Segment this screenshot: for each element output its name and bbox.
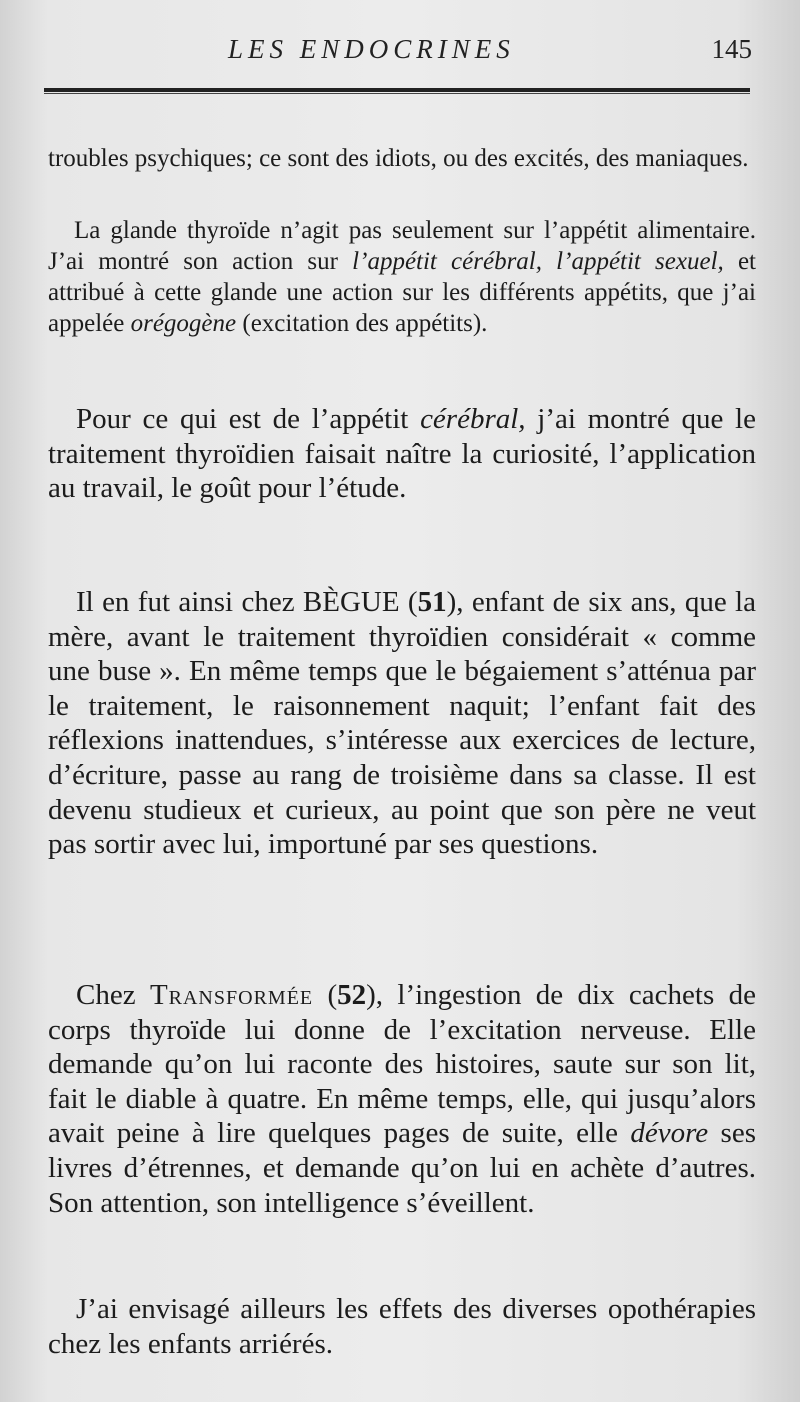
paragraph-2-part-e: (excitation des appétits). (236, 310, 488, 337)
paragraph-3-italic-cerebral: cérébral, (420, 403, 526, 435)
paragraph-4-part-c: ), enfant de six ans, que la mère, avant le traitement thyroïdien considérait « comme une buse ». En même temps que le bégaiement s’atténua par le traitement, le raisonnement naquit; l’enfant fait des réflexions inattendues, s’intéresse aux exercices de lecture, d’écriture, passe au rang de troisième dans sa classe. Il est devenu studieux et curieux, au point que son père ne veut pas sortir avec lui, importuné par ses questions. (48, 586, 756, 861)
patient-name-transformee: Transformée (149, 979, 314, 1011)
paragraph-case-begue (48, 585, 756, 862)
paragraph-2-part-a: La glande thyroïde n’agit pas seulement sur l’appétit alimentaire. J’ai montré son action sur (48, 217, 756, 275)
case-number-51: 51 (417, 586, 447, 618)
paragraph-5-part-a: Chez (76, 979, 150, 1011)
paragraph-continuation (48, 143, 756, 174)
paragraph-opotherapies (48, 1292, 756, 1361)
paragraph-5-italic-devore: dévore (630, 1117, 709, 1150)
paragraph-1-text: troubles psychiques; ce sont des idiots, ou des excités, des maniaques. (48, 145, 749, 172)
page-number: 145 (711, 34, 752, 64)
paragraph-2-italic-appetits: l’appétit cérébral, l’appétit sexuel, (352, 248, 724, 275)
case-number-52: 52 (337, 979, 367, 1011)
paragraph-2-italic-oregogene: orégogène (130, 310, 237, 337)
header-rule (44, 88, 750, 94)
paragraph-3-part-a: Pour ce qui est de l’appétit (76, 403, 421, 435)
paragraph-4-part-a: Il en fut ainsi chez BÈGUE ( (76, 586, 418, 618)
paragraph-5-part-e: ), l’ingestion de dix cachets de corps thyroïde lui donne de l’excitation nerveuse. Elle demande qu’on lui raconte des histoires, saute sur son lit, fait le diable à quatre. En même temps, elle, qui jusqu’alors avait peine à lire quelques pages de suite, elle (48, 979, 756, 1150)
paragraph-case-transformee (48, 978, 756, 1220)
running-head (0, 30, 800, 74)
paragraph-thyroid-appetite (48, 215, 756, 339)
paragraph-2-part-c: et attribué à cette glande une action sur les différents appétits, que j’ai appelée (48, 248, 757, 337)
paragraph-5-part-g: ses livres d’étrennes, et demande qu’on lui en achète d’autres. Son attention, son intelligence s’éveillent. (48, 1117, 756, 1219)
running-title: LES ENDOCRINES (228, 34, 515, 64)
paragraph-3-part-c: j’ai montré que le traitement thyroïdien faisait naître la curiosité, l’application au travail, le goût pour l’étude. (48, 403, 756, 505)
paragraph-appetit-cerebral (48, 402, 756, 506)
paragraph-5-part-c: ( (313, 979, 338, 1011)
paragraph-6-text: J’ai envisagé ailleurs les effets des diverses opothérapies chez les enfants arriérés. (48, 1293, 756, 1360)
